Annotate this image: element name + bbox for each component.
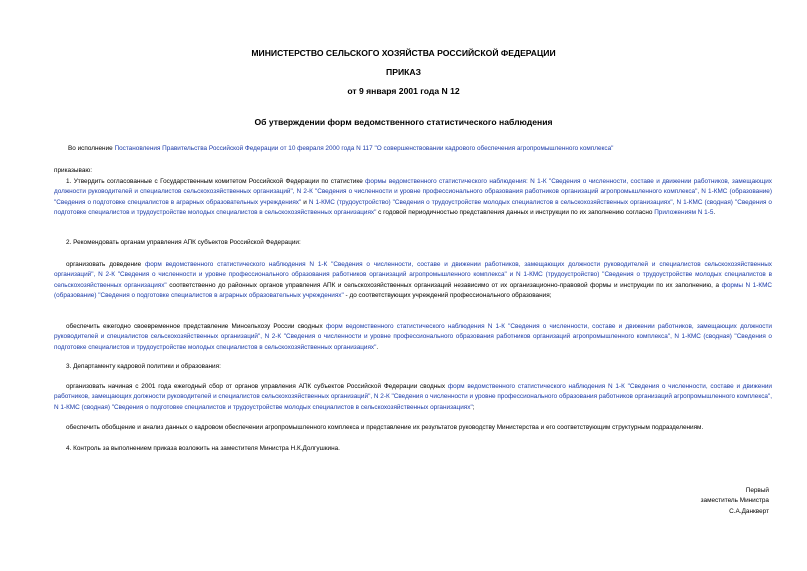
p3a-text-1: организовать начиная с 2001 года ежегодный сбор от органов управления АПК субъектов Российской Федерации сводных [66, 383, 448, 390]
p3a-text-2: ; [472, 403, 475, 411]
forms-link-2[interactable]: N 1-КМС (трудоустройство) "Сведения о трудоустройстве молодых специалистов в сельскохозяйственных организациях", N 1-КМС (сводная) "Сведения о подготовке специалистов и трудоустройстве молодых специалистов в сельскохозяйственных организациях" [54, 198, 772, 217]
orders-line: приказываю: [54, 167, 92, 174]
p2b-text-2: . [376, 343, 379, 351]
forms-link-6[interactable]: форм ведомственного статистического наблюдения N 1-К "Сведения о численности, составе и движении работников, замещающих должности руководителей и специалистов сельскохозяйственных организаций", N 2-К "Сведения о численности и уровне профессионального образования работников организаций агропромышленного комплекса", N 1-КМС (сводная) "Сведения о подготовке специалистов и трудоустройстве молодых специалистов в сельскохозяйственных организациях" [54, 383, 772, 411]
p1-text-2: и [301, 198, 309, 206]
paragraph-3a [54, 382, 772, 413]
appendices-link[interactable]: Приложениям N 1-5 [654, 209, 714, 217]
document-title: Об утверждении форм ведомственного статистического наблюдения [254, 117, 553, 127]
date-number-heading: от 9 января 2001 года N 12 [347, 86, 460, 96]
government-decree-link[interactable]: Постановления Правительства Российской Федерации от 10 февраля 2000 года N 117 "О совершенствовании кадрового обеспечения агропромышленного комплекса" [114, 145, 614, 152]
paragraph-2b [54, 322, 772, 353]
p1-text-4: . [713, 209, 716, 217]
paragraph-4: 4. Контроль за выполнением приказа возложить на заместителя Министра Н.К.Долгушкина. [66, 445, 340, 452]
paragraph-2a [54, 260, 772, 302]
p1-text-1: 1. Утвердить согласованные с Государственным комитетом Российской Федерации по статистике [66, 178, 366, 185]
forms-link-3[interactable]: форм ведомственного статистического наблюдения N 1-К "Сведения о численности, составе и движении работников, замещающих должности руководителей и специалистов сельскохозяйственных организаций", N 2-К "Сведения о численности и уровне профессионального образования работников организаций агропромышленного комплекса" и N 1-КМС (трудоустройство) "Сведения о трудоустройстве молодых специалистов в сельскохозяйственных организациях" [54, 261, 772, 289]
ministry-heading: МИНИСТЕРСТВО СЕЛЬСКОГО ХОЗЯЙСТВА РОССИЙСКОЙ ФЕДЕРАЦИИ [251, 48, 556, 58]
p2a-text-2: соответственно до районных органов управления АПК и сельскохозяйственных организаций независимо от их организационно-правовой формы и инструкции по их заполнению, а [166, 281, 722, 289]
paragraph-2: 2. Рекомендовать органам управления АПК субъектов Российской Федерации: [66, 239, 301, 246]
paragraph-3: 3. Департаменту кадровой политики и образования: [66, 363, 221, 370]
signature-block [569, 486, 769, 517]
p1-text-3: с годовой периодичностью представления данных и инструкции по их заполнению согласно [376, 209, 655, 217]
p2a-text-1: организовать доведение [66, 261, 145, 268]
forms-link-1[interactable]: формы ведомственного статистического наблюдения: N 1-К "Сведения о численности, составе и движении работников, замещающих должности руководителей и специалистов сельскохозяйственных организаций", N 2-К "Сведения о численности и уровне профессионального образования работников организаций агропромышленного комплекса", N 1-КМС (образование) "Сведения о подготовке специалистов в аграрных образовательных учреждениях" [54, 178, 772, 206]
forms-link-4[interactable]: формы N 1-КМС (образование) "Сведения о подготовке специалистов в аграрных образовательных учреждениях" [54, 281, 773, 300]
paragraph-3b: обеспечить обобщение и анализ данных о кадровом обеспечении агропромышленного комплекса и представление их результатов руководству Министерства и его соответствующим структурным подразделениям. [66, 424, 704, 431]
paragraph-1 [54, 177, 772, 219]
doc-type-heading: ПРИКАЗ [386, 67, 421, 77]
preamble-paragraph [68, 144, 772, 154]
forms-link-5[interactable]: форм ведомственного статистического наблюдения N 1-К "Сведения о численности, составе и движении работников, замещающих должности руководителей и специалистов сельскохозяйственных организаций", N 2-К "Сведения о численности и уровне профессионального образования работников организаций агропромышленного комплекса", N 1-КМС (сводная) "Сведения о подготовке специалистов и трудоустройстве молодых специалистов в сельскохозяйственных организациях" [54, 323, 772, 351]
signature-line-1: Первый [745, 487, 769, 494]
signature-name: С.А.Данкверт [729, 507, 769, 515]
p2a-text-3: - до соответствующих учреждений профессионального образования; [343, 292, 552, 300]
p2b-text-1: обеспечить ежегодно своевременное представление Минсельхозу России сводных [66, 323, 326, 330]
preamble-text: Во исполнение [68, 145, 115, 152]
signature-line-2: заместитель Министра [700, 497, 769, 505]
